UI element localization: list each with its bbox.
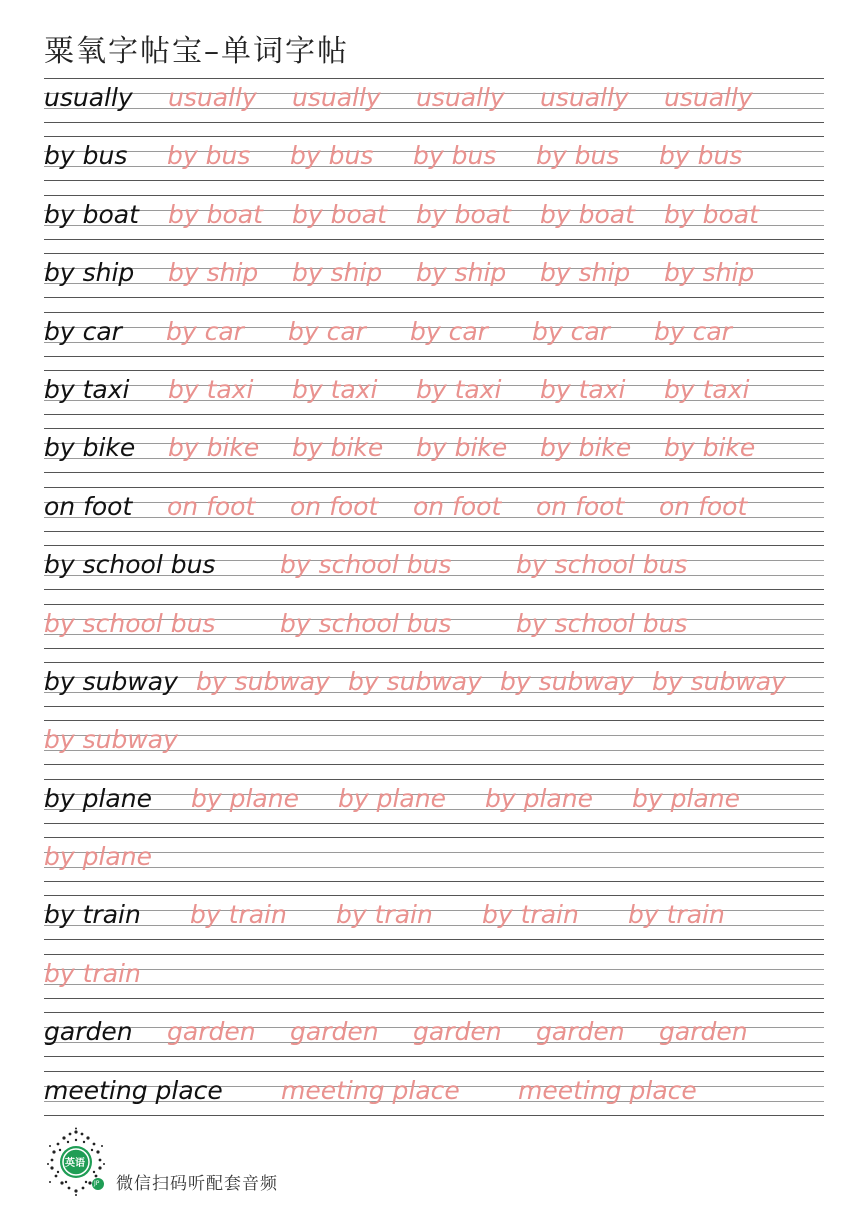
ruled-line: [44, 720, 824, 721]
ruled-line: [44, 648, 824, 649]
row-words: [44, 1016, 782, 1048]
trace-word: by ship: [664, 258, 755, 288]
trace-word: by ship: [292, 258, 383, 288]
trace-word: by boat: [664, 199, 759, 229]
practice-row: [44, 720, 824, 778]
trace-word: by ship: [416, 258, 507, 288]
model-word: by bus: [44, 141, 128, 171]
trace-word: by car: [532, 316, 610, 346]
ruled-line: [44, 312, 824, 313]
practice-row: [44, 487, 824, 545]
trace-word: by car: [288, 316, 366, 346]
ruled-line: [44, 1071, 824, 1072]
qr-code: [40, 1126, 112, 1198]
ruled-line: [44, 545, 824, 546]
practice-row: [44, 136, 824, 194]
trace-word: by boat: [292, 199, 387, 229]
trace-word: meeting place: [281, 1075, 460, 1105]
ruled-line: [44, 472, 824, 473]
practice-row: [44, 253, 824, 311]
trace-word: by plane: [338, 783, 446, 813]
row-words: [44, 82, 788, 114]
trace-word: by car: [166, 316, 244, 346]
practice-row: [44, 604, 824, 662]
trace-word: by plane: [191, 783, 299, 813]
model-word: by boat: [44, 199, 139, 229]
trace-word: by bike: [168, 433, 260, 463]
trace-word: by bus: [659, 141, 743, 171]
trace-word: by bus: [413, 141, 497, 171]
ruled-line: [44, 662, 824, 663]
trace-word: by boat: [416, 199, 511, 229]
ruled-line: [44, 370, 824, 371]
row-words: [44, 140, 782, 172]
ruled-line: [44, 356, 824, 357]
model-word: by taxi: [44, 374, 130, 404]
row-words: [44, 432, 788, 464]
trace-word: by boat: [168, 199, 263, 229]
ruled-line: [44, 881, 824, 882]
practice-sheet: [44, 78, 824, 1116]
trace-word: garden: [413, 1017, 502, 1047]
trace-word: by train: [44, 958, 141, 988]
model-word: by car: [44, 316, 122, 346]
ruled-line: [44, 122, 824, 123]
trace-word: by school bus: [44, 608, 216, 638]
trace-word: garden: [167, 1017, 256, 1047]
ruled-line: [44, 1115, 824, 1116]
trace-word: by plane: [44, 842, 152, 872]
ruled-line: [44, 706, 824, 707]
trace-word: by school bus: [516, 608, 688, 638]
ruled-line: [44, 136, 824, 137]
ruled-line: [44, 428, 824, 429]
model-word: by train: [44, 900, 141, 930]
trace-word: by bus: [167, 141, 251, 171]
trace-word: by train: [482, 900, 579, 930]
trace-word: by bike: [540, 433, 632, 463]
practice-row: [44, 954, 824, 1012]
practice-row: [44, 837, 824, 895]
trace-word: by subway: [348, 666, 482, 696]
trace-word: by train: [336, 900, 433, 930]
qr-caption: 微信扫码听配套音频: [116, 1174, 278, 1194]
trace-word: by subway: [500, 666, 634, 696]
ruled-line: [44, 297, 824, 298]
qr-corner-text: JP: [94, 1180, 100, 1187]
trace-word: by boat: [540, 199, 635, 229]
ruled-line: [44, 837, 824, 838]
ruled-line: [44, 78, 824, 79]
ruled-line: [44, 1056, 824, 1057]
ruled-line: [44, 487, 824, 488]
trace-word: by taxi: [416, 374, 502, 404]
trace-word: by ship: [168, 258, 259, 288]
model-word: by ship: [44, 258, 135, 288]
practice-row: [44, 895, 824, 953]
trace-word: on foot: [413, 491, 502, 521]
trace-word: by school bus: [516, 550, 688, 580]
row-words: [44, 958, 190, 990]
ruled-line: [44, 939, 824, 940]
ruled-line: [44, 239, 824, 240]
ruled-line: [44, 531, 824, 532]
trace-word: by taxi: [664, 374, 750, 404]
ruled-line: [44, 180, 824, 181]
row-words: [44, 257, 788, 289]
practice-row: [44, 779, 824, 837]
trace-word: by car: [410, 316, 488, 346]
ruled-line: [44, 764, 824, 765]
ruled-line: [44, 998, 824, 999]
trace-word: by subway: [44, 725, 178, 755]
ruled-line: [44, 195, 824, 196]
row-words: [44, 608, 752, 640]
trace-word: by taxi: [540, 374, 626, 404]
row-words: [44, 783, 779, 815]
practice-row: [44, 195, 824, 253]
trace-word: by bike: [416, 433, 508, 463]
ruled-line: [44, 954, 824, 955]
row-words: [44, 549, 752, 581]
practice-row: [44, 78, 824, 136]
ruled-line: [44, 823, 824, 824]
row-words: [44, 316, 776, 348]
trace-word: garden: [659, 1017, 748, 1047]
trace-word: garden: [290, 1017, 379, 1047]
model-word: by subway: [44, 666, 178, 696]
row-words: [44, 841, 191, 873]
model-word: by bike: [44, 433, 136, 463]
trace-word: by train: [190, 900, 287, 930]
trace-word: by subway: [652, 666, 786, 696]
practice-row: [44, 1012, 824, 1070]
trace-word: by school bus: [280, 550, 452, 580]
practice-row: [44, 312, 824, 370]
model-word: garden: [44, 1017, 133, 1047]
ruled-line: [44, 253, 824, 254]
trace-word: garden: [536, 1017, 625, 1047]
practice-row: [44, 662, 824, 720]
page-title: 粟氧字帖宝–单词字帖: [44, 34, 349, 69]
trace-word: on foot: [536, 491, 625, 521]
trace-word: by bike: [664, 433, 756, 463]
trace-word: usually: [416, 83, 505, 112]
ruled-line: [44, 414, 824, 415]
ruled-line: [44, 779, 824, 780]
trace-word: usually: [540, 83, 629, 112]
trace-word: usually: [168, 83, 257, 112]
ruled-line: [44, 895, 824, 896]
model-word: usually: [44, 83, 133, 112]
trace-word: by bus: [290, 141, 374, 171]
trace-word: by ship: [540, 258, 631, 288]
model-word: by plane: [44, 783, 152, 813]
trace-word: usually: [292, 83, 381, 112]
trace-word: by train: [628, 900, 725, 930]
footer: [40, 1126, 278, 1198]
trace-word: by subway: [196, 666, 330, 696]
trace-word: by car: [654, 316, 732, 346]
trace-word: on foot: [167, 491, 256, 521]
model-word: meeting place: [44, 1075, 223, 1105]
ruled-line: [44, 1012, 824, 1013]
row-words: [44, 1075, 755, 1107]
ruled-line: [44, 604, 824, 605]
row-words: [44, 374, 788, 406]
trace-word: usually: [664, 83, 753, 112]
trace-word: by bike: [292, 433, 384, 463]
row-words: [44, 666, 804, 698]
trace-word: by taxi: [168, 374, 254, 404]
ruled-line: [44, 589, 824, 590]
row-words: [44, 899, 774, 931]
model-word: by school bus: [44, 550, 216, 580]
trace-word: by plane: [485, 783, 593, 813]
practice-row: [44, 545, 824, 603]
trace-word: by taxi: [292, 374, 378, 404]
trace-word: by bus: [536, 141, 620, 171]
row-words: [44, 724, 196, 756]
row-words: [44, 491, 782, 523]
practice-row: [44, 1071, 824, 1129]
practice-row: [44, 428, 824, 486]
trace-word: meeting place: [518, 1075, 697, 1105]
row-words: [44, 199, 788, 231]
practice-row: [44, 370, 824, 428]
trace-word: by school bus: [280, 608, 452, 638]
trace-word: on foot: [659, 491, 748, 521]
model-word: on foot: [44, 491, 133, 521]
trace-word: on foot: [290, 491, 379, 521]
trace-word: by plane: [632, 783, 740, 813]
qr-badge-text: 英语: [65, 1158, 85, 1169]
